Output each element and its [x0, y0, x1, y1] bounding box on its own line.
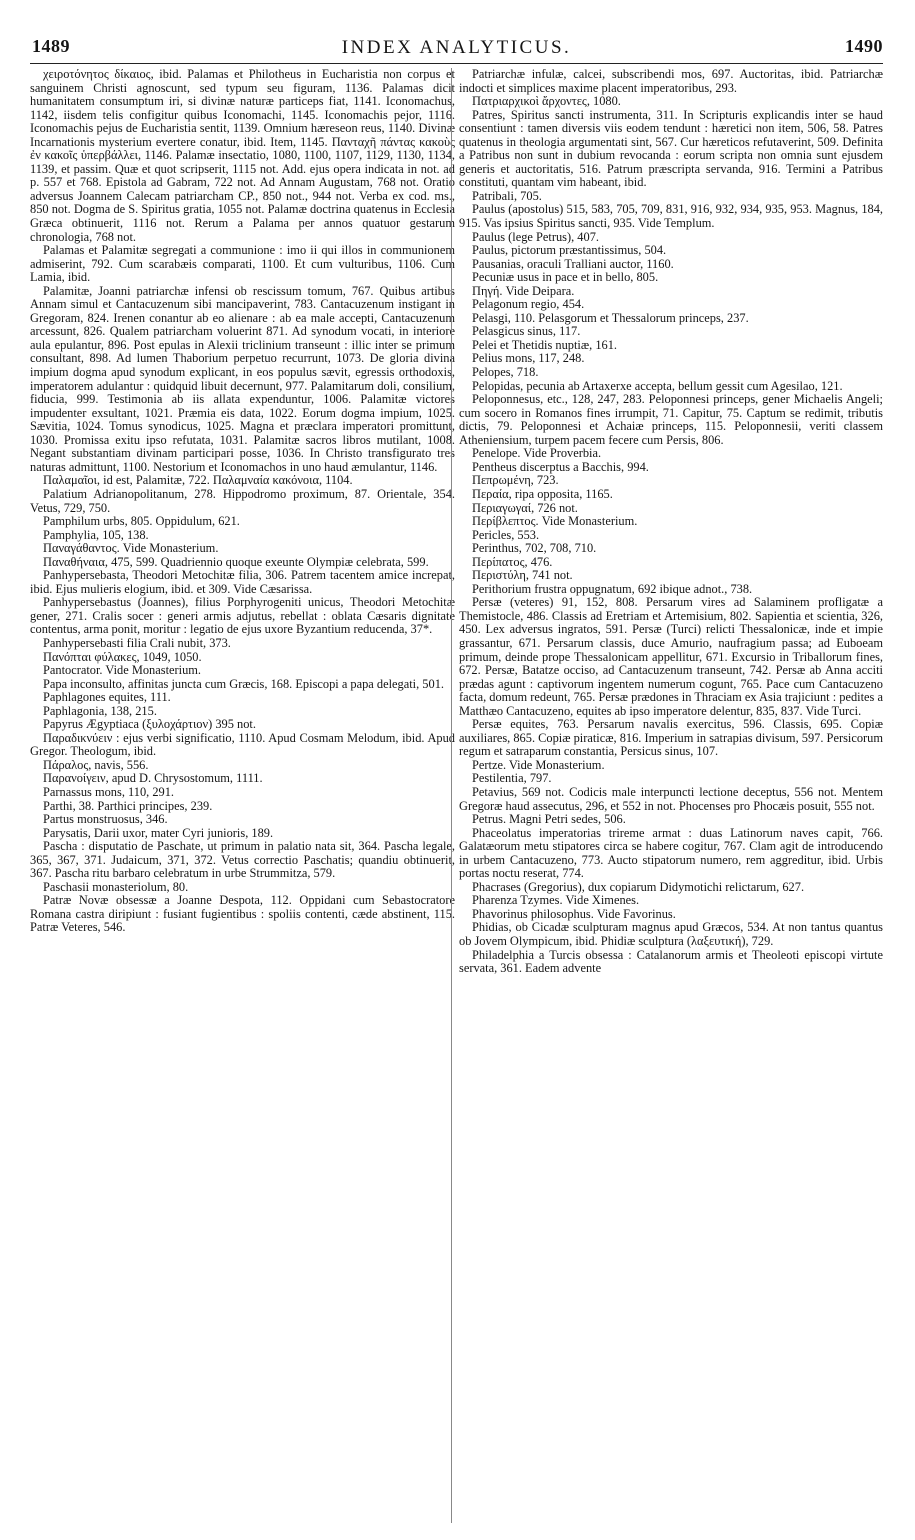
header-rule — [30, 63, 883, 64]
index-entry: Pestilentia, 797. — [472, 771, 552, 786]
index-entry: Περίβλεπτος. Vide Monasterium. — [472, 514, 638, 529]
index-entry: Patres, Spiritus sancti instrumenta, 311. In Scripturis explicandis inter se haud consentiunt : tamen diversis viis eodem tendunt : hæretici non item, 506, 58. Patres quatenus in theologia argumentati sint, 567. Cur hæreticos refutaverint, 509. Definita a Patribus non sunt in dubium revocanda : eorum scripta non omnia sunt ejusdem generis et auctoritatis, 516. Patrum præscripta servanda, 916. Termini a Patribus constituti, quantam vim habeant, ibid. — [459, 107, 883, 190]
index-entry: Πάραλος, navis, 556. — [43, 757, 149, 772]
index-entry: Phaceolatus imperatorias trireme armat : duas Latinorum naves capit, 766. Galatæorum metu stipatores circa se habere cogitur, 767. Clam agit de introducendo in urbem Cantacuzeno, 773. Aucto stipatorum numero, rem aggreditur, ibid. Urbis portas noctu reserat, 774. — [459, 825, 883, 881]
index-entry: Perithorium frustra oppugnatum, 692 ibique adnot., 738. — [472, 581, 753, 596]
index-entry: Pentheus discerptus a Bacchis, 994. — [472, 459, 649, 474]
index-entry: Παλαμαῖοι, id est, Palamitæ, 722. Παλαμναία κακόνοια, 1104. — [43, 473, 353, 488]
index-entry: Panhypersebasti filia Crali nubit, 373. — [43, 635, 231, 650]
index-entry: Πεπρωμένη, 723. — [472, 473, 559, 488]
index-entry: Pelius mons, 117, 248. — [472, 351, 585, 366]
index-entry: Patriarchæ infulæ, calcei, subscribendi mos, 697. Auctoritas, ibid. Patriarchæ indocti et simplices maxime placent imperatoribus, 293. — [459, 67, 883, 95]
index-entry: Penelope. Vide Proverbia. — [472, 446, 602, 461]
index-entry: Panhypersebasta, Theodori Metochitæ filia, 306. Patrem tacentem amice increpat, ibid. Ejus mulieris elogium, ibid. et 309. Vide Cæsarissa. — [30, 568, 455, 596]
index-entry: Pelopes, 718. — [472, 365, 539, 380]
index-entry: Πατριαρχικοὶ ἄρχοντες, 1080. — [472, 94, 621, 109]
index-entry: Phavorinus philosophus. Vide Favorinus. — [472, 906, 676, 921]
index-entry: Parnassus mons, 110, 291. — [43, 784, 175, 799]
index-entry: Περιστύλη, 741 not. — [472, 568, 573, 583]
index-entry: Petavius, 569 not. Codicis male interpuncti lectione deceptus, 556 not. Mentem Gregoræ haud assecutus, 296, et 552 in not. Phocenses pro Phocæis posuit, 555 not. — [459, 784, 883, 813]
index-entry: Petrus. Magni Petri sedes, 506. — [472, 812, 626, 827]
index-entry: Pelasgicus sinus, 117. — [472, 324, 581, 339]
index-entry: Pharenza Tzymes. Vide Ximenes. — [472, 893, 640, 908]
index-entry: Parysatis, Darii uxor, mater Cyri junioris, 189. — [43, 825, 274, 840]
index-entry: Patribali, 705. — [472, 188, 542, 203]
index-entry: Pelei et Thetidis nuptiæ, 161. — [472, 337, 618, 352]
index-entry: Περιαγωγαί, 726 not. — [472, 500, 578, 515]
index-entry: Paulus (apostolus) 515, 583, 705, 709, 831, 916, 932, 934, 935, 953. Magnus, 184, 915. Vas ipsius Spiritus sancti, 935. Vide Templum. — [459, 202, 883, 231]
index-entry: Περαία, ripa opposita, 1165. — [472, 486, 613, 501]
index-entry: Phidias, ob Cicadæ sculpturam magnus apud Græcos, 534. At non tantus quantus ob Jovem Olympicum, ibid. Phidiæ sculptura (λαξευτική), 729. — [459, 920, 883, 948]
right-column — [459, 68, 883, 976]
index-entry: Παραδικνύειν : ejus verbi significatio, 1110. Apud Cosmam Melodum, ibid. Apud Gregor. Theologum, ibid. — [30, 730, 455, 759]
index-entry: Perinthus, 702, 708, 710. — [472, 541, 597, 556]
page-number-right: 1490 — [845, 36, 883, 56]
index-entry: Persæ (veteres) 91, 152, 808. Persarum vires ad Salaminem profligatæ a Themistocle, 486. Classis ad Eretriam et Artemisium, 802. Sapientia et scientia, 326, 450. Lex adversus ingratos, 591. Persæ (Turci) relicti Thessalonicæ, inde et impie grassantur, 671. Persarum classis, duce Amurio, naufragium passa; ad Euboeam primum, deinde prope Thessalonicam appellitur, 671. Excursio in Triballorum fines, 672. Persæ, Batatze occiso, ad Cantacuzenum transeunt, 742. Persæ ab Anna acciti prædas agunt : captivorum ingentem numerum cogunt, 765. Pace cum Cantacuzeno facta, domum redeunt, 765. Persæ prædones in Thraciam ex Asia trajiciunt : pedites a Matthæo Cantacuzeno, equites ab ipso imperatore delentur, 835, 837. Vide Turci. — [459, 595, 883, 718]
index-entry: Περίπατος, 476. — [472, 554, 553, 569]
index-entry: Pericles, 553. — [472, 527, 540, 542]
index-entry: Palatium Adrianopolitanum, 278. Hippodromo proximum, 87. Orientale, 354. Vetus, 729, 750. — [30, 486, 455, 515]
index-entry: Paphlagonia, 138, 215. — [43, 703, 157, 718]
column-divider — [451, 68, 452, 1523]
index-entry: Pamphylia, 105, 138. — [43, 527, 149, 542]
index-entry: Pelopidas, pecunia ab Artaxerxe accepta, bellum gessit cum Agesilao, 121. — [472, 378, 843, 393]
index-entry: Partus monstruosus, 346. — [43, 812, 168, 827]
index-entry: Peloponnesus, etc., 128, 247, 283. Peloponnesi princeps, gener Michaelis Angeli; cum socero in Romanos fines irrumpit, 71. Capitur, 75. Captum se redimit, tributis dictis, 79. Peloponnesi et Achaiæ princeps, 115. Peloponnesii, veriti classem Atheniensium, turpem pacem fecere cum Persis, 806. — [459, 392, 883, 447]
index-entry: Paulus, pictorum præstantissimus, 504. — [472, 243, 667, 258]
index-entry: Panhypersebastus (Joannes), filius Porphyrogeniti unicus, Theodori Metochitæ gener, 271. Cralis socer : generi armis adjutus, rebellat : oblata Cæsaris dignitate contentus, arma ponit, moritur : legatio de ejus uxore Byzantium reducenda, 37*. — [30, 595, 455, 637]
index-entry: Patræ Novæ obsessæ a Joanne Despota, 112. Oppidani cum Sebastocratore Romana castra diripiunt : fusiant fugientibus : spoliis contenti, cæde abstinent, 115. Patræ Veteres, 546. — [30, 893, 455, 935]
index-entry: Pascha : disputatio de Paschate, ut primum in palatio nata sit, 364. Pascha legale, 365, 367, 371. Judaicum, 371, 372. Vetus correctio Paschatis; quandiu obtinuerit, 367. Pascha ritu barbaro celebratum in urbe Strummitza, 579. — [30, 839, 455, 881]
index-entry: Phacrases (Gregorius), dux copiarum Didymotichi relictarum, 627. — [472, 879, 805, 894]
index-entry: Papa inconsulto, affinitas juncta cum Græcis, 168. Episcopi a papa delegati, 501. — [43, 676, 444, 691]
left-column — [30, 68, 455, 935]
index-entry: Pantocrator. Vide Monasterium. — [43, 663, 202, 678]
index-entry: Pertze. Vide Monasterium. — [472, 757, 605, 772]
index-entry: Παναθήναια, 475, 599. Quadriennio quoque exeunte Olympiæ celebrata, 599. — [43, 554, 429, 569]
index-entry: Πανόπται φύλακες, 1049, 1050. — [43, 649, 202, 664]
index-entry: Paphlagones equites, 111. — [43, 690, 171, 705]
index-entry: Parthi, 38. Parthici principes, 239. — [43, 798, 213, 813]
index-entry: Παναγάθαντος. Vide Monasterium. — [43, 541, 219, 556]
index-entry: Pelasgi, 110. Pelasgorum et Thessalorum princeps, 237. — [472, 310, 749, 325]
index-entry: Pelagonum regio, 454. — [472, 297, 585, 312]
page-title: INDEX ANALYTICUS. — [341, 37, 572, 58]
index-entry: Paulus (lege Petrus), 407. — [472, 229, 599, 244]
index-entry: Philadelphia a Turcis obsessa : Catalanorum armis et Theoleoti episcopi virtute servata, 361. Eadem advente — [459, 947, 883, 976]
index-entry: Pausanias, oraculi Tralliani auctor, 1160. — [472, 256, 674, 271]
index-entry: Paschasii monasteriolum, 80. — [43, 879, 189, 894]
index-entry: Παρανοίγειν, apud D. Chrysostomum, 1111. — [43, 771, 263, 786]
index-entry: Πηγή. Vide Deipara. — [472, 283, 575, 298]
index-entry: Persæ equites, 763. Persarum navalis exercitus, 596. Classis, 695. Copiæ auxiliares, 865. Copiæ piraticæ, 816. Imperium in satrapias divisum, 597. Persicorum regum et satraparum constantia, Persicus sinus, 107. — [459, 717, 883, 759]
index-entry: Palamitæ, Joanni patriarchæ infensi ob rescissum tomum, 767. Quibus artibus Annam simul et Cantacuzenum sibi mancipaverint, 783. Cantacuzenum instigant in Gregoram, 824. Irenen conantur ab eo alienare : ab ea male accepti, Cantacuzenum arcessunt, 826. Qualem patriarcham voluerint 871. Ad synodum vocati, in interiore aula epulantur, 896. Post epulas in Alexii triclinium transeunt : illic inter se primum consultant, 898. Ad lumen Thaborium perpetuo recurrunt, 1073. De gloria divina impium dogma apud synodum explicant, in eos populus sævit, egressis orthodoxis, imperatorem adulantur : quidquid libuit decernunt, 977. Palamitarum doli, consilium, fiducia, 999. Testimonia ab iis allata expenduntur, 1006. Palamitæ victores impudenter exsultant, 1021. Præmia eis data, 1022. Eorum dogma impium, 1025. Sævitia, 1024. Tomus synodicus, 1025. Magna et præclara imperatori promittunt, 1030. Promissa exitu ipso refutata, 1031. Palamitæ sacros libros mutilant, 1008. Negant substantiam divinam participari posse, 1036. In Christo transfigurato tres naturas admittunt, 1100. Nestorium et Iconomachos in uno haud æmulantur, 1146. — [30, 283, 455, 474]
page-number-left: 1489 — [32, 36, 70, 56]
index-entry: χειροτόνητος δίκαιος, ibid. Palamas et Philotheus in Eucharistia non corpus et sanguinem Christi agnoscunt, sed typum seu figuram, 1136. Palamas dicit humanitatem consumptum iri, si divinæ naturæ particeps fiat, 1141. Iconomachus, 1142, iisdem telis configitur quibus Iconomachi, 1145. Iconomachis pejor, 1116. Iconomachis pejus de Eucharistia sentit, 1139. Omnium hæreseon reus, 1140. Divinæ Incarnationis mysterium evertere conatur, ibid. Item, 1145. Πανταχῆ πάντας κακοὺς ἐν κακοῖς ὑπερβάλλει, 1146. Palamæ insectatio, 1080, 1100, 1107, 1129, 1130, 1134, 1139, et passim. Quæ et quot scripserit, 1115 not. Add. ejus opera indicata in not. ad p. 557 et 768. Epistola ad Gabram, 722 not. Ad Annam Augustam, 768 not. Oratio adversus Joannem Calecam patriarcham CP., 850 not., 944 not. Verba ex cod. ms., 850 not. Dogma de S. Spiritus gratia, 1055 not. Palamæ doctrina quatenus in Ecclesia Græca obtinuerit, 1116 not. Rerum a Palama per annos quatuor gestarum chronologia, 768 not. — [30, 67, 455, 244]
index-entry: Palamas et Palamitæ segregati a communione : imo ii qui illos in communionem admiserint, 792. Cum scarabæis comparati, 1100. Et cum vulturibus, 1106. Cum Lamia, ibid. — [30, 243, 455, 285]
page-header — [30, 36, 883, 66]
index-entry: Papyrus Ægyptiaca (ξυλοχάρτιον) 395 not. — [43, 717, 256, 732]
index-entry: Pamphilum urbs, 805. Oppidulum, 621. — [43, 514, 240, 529]
index-entry: Pecuniæ usus in pace et in bello, 805. — [472, 270, 659, 285]
